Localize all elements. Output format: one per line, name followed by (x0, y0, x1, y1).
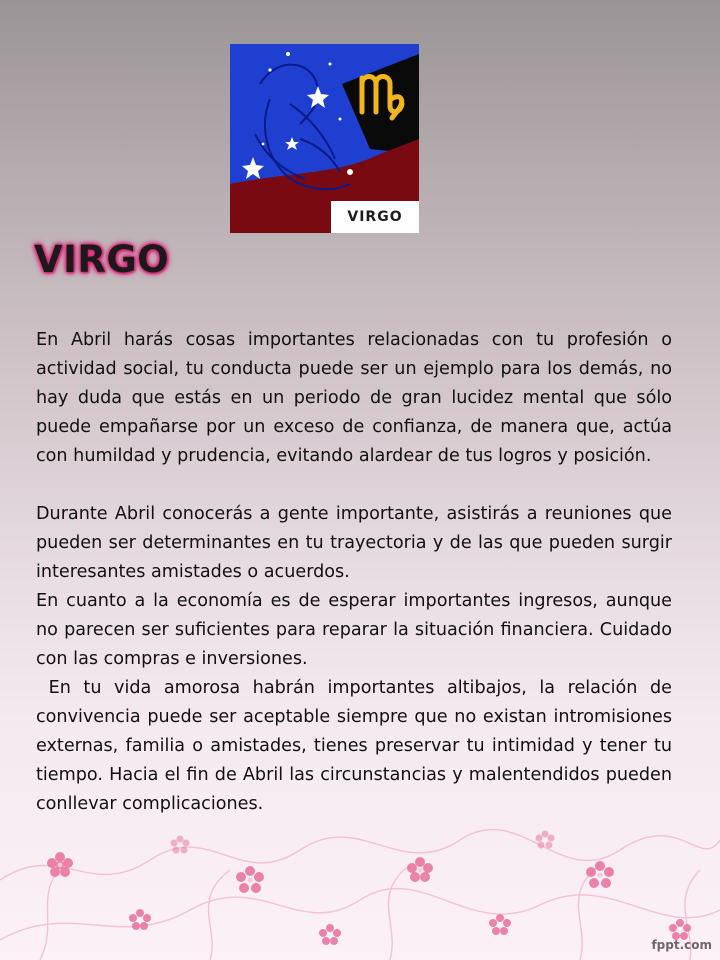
paragraph-profession: En Abril harás cosas importantes relacionadas con tu profesión o actividad social, tu conducta puede ser un ejemplo para los demás, no hay duda que estás en un periodo de gran lucidez mental que sólo puede empañarse por un exceso de confianza, de manera que, actúa con humildad y prudencia, evitando alardear de tus logros y posición. (36, 330, 672, 466)
paragraph-love: En tu vida amorosa habrán importantes altibajos, la relación de convivencia puede ser aceptable siempre que no existan intromisiones externas, familia o amistades, tienes preservar tu intimidad y tener tu tiempo. Hacia el fin de Abril las circunstancias y malentendidos pueden conllevar complicaciones. (36, 678, 678, 814)
page-title: VIRGO (34, 238, 170, 281)
horoscope-text (36, 326, 678, 819)
paragraph-economy: En cuanto a la economía es de esperar importantes ingresos, aunque no parecen ser suficientes para reparar la situación financiera. Cuidado con las compras e inversiones. (36, 591, 672, 669)
watermark: fppt.com (651, 938, 712, 952)
virgo-zodiac-image (230, 44, 419, 233)
paragraph-social: Durante Abril conocerás a gente importante, asistirás a reuniones que pueden ser determinantes en tu trayectoria y de las que pueden surgir interesantes amistades o acuerdos. (36, 504, 672, 582)
badge-label: VIRGO (331, 201, 419, 233)
paragraph-spacer (36, 471, 672, 500)
